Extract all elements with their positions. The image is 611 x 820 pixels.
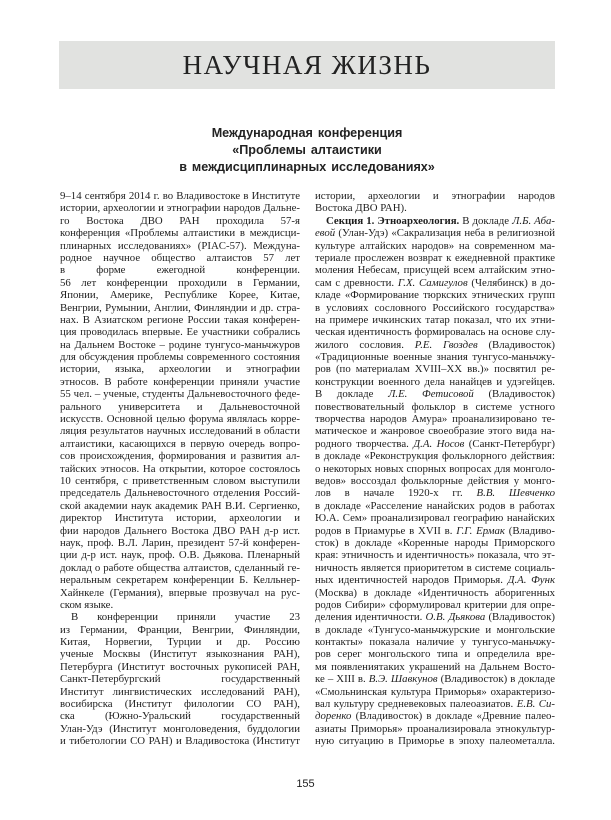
- text-run: ке – XIII в.: [315, 673, 369, 686]
- text-line: [315, 661, 555, 673]
- text-line: [60, 525, 300, 537]
- text-line: [60, 376, 300, 388]
- text-run: «Смольнинская культура Приморья» охарактеризо-: [315, 685, 555, 698]
- text-line: [315, 388, 555, 400]
- text-run: кладе «Формирование тюркских этнических групп: [315, 289, 555, 302]
- text-line: [315, 302, 555, 314]
- text-line: [60, 549, 300, 561]
- left-column: [60, 190, 300, 748]
- text-run: (Владивосток): [485, 611, 555, 624]
- text-line: [315, 401, 555, 413]
- text-run: края: этничность и идентичность» показала, что эт-: [315, 549, 555, 562]
- text-line: [315, 537, 555, 549]
- text-run: искусств. Основной целью форума являлась корре-: [60, 413, 300, 426]
- text-line: [315, 463, 555, 475]
- text-run: рального университета и Дальневосточной: [60, 400, 300, 413]
- text-run: ведов» воссоздал фольклорные действия у монго-: [315, 474, 555, 487]
- text-line: [60, 735, 300, 747]
- text-run: родов в Приамурье в XVII в.: [315, 524, 457, 537]
- text-run: сток) в докладе «Коренные народы Приморского: [315, 536, 555, 549]
- paragraph: [315, 215, 555, 748]
- text-line: [315, 289, 555, 301]
- text-run: нах. В Азиатском регионе России такая конферен-: [60, 313, 300, 326]
- text-line: [315, 475, 555, 487]
- text-line: [315, 686, 555, 698]
- paragraph: [315, 190, 555, 215]
- text-line: [60, 264, 300, 276]
- text-line: [315, 587, 555, 599]
- text-run: на Дальнем Востоке – родине тунгусо-маньчжуров: [60, 338, 300, 351]
- text-run: моления Небесам, присущей всем алтайским этно-: [315, 264, 555, 277]
- text-run: (Владиво-: [504, 524, 555, 537]
- text-run: ском языке.: [60, 598, 114, 611]
- text-line: [315, 710, 555, 722]
- text-run: плинарных исследованиях» (PIAC-57). Междуна-: [60, 239, 300, 252]
- text-line: [315, 562, 555, 574]
- text-run: для обсуждения проблемы современного состояния: [60, 351, 300, 364]
- author-name: Л.Е. Фетисовой: [388, 388, 474, 401]
- text-run: родов Сибири» сформулировал критерии для опре-: [315, 598, 555, 611]
- text-run: (Улан-Удэ) «Сакрализация неба в религиозной: [335, 227, 555, 240]
- author-name: О.В. Дьякова: [425, 611, 486, 624]
- text-line: [60, 587, 300, 599]
- text-run: родного творчества.: [315, 437, 414, 450]
- text-run: ученые Москвы (Институт языкознания РАН),: [60, 648, 300, 661]
- text-run: в докладе «Расселение нанайских родов в работах: [315, 499, 555, 512]
- text-run: ных идентичностей народов Приморья.: [315, 574, 508, 587]
- text-line: [60, 314, 300, 326]
- text-line: [315, 549, 555, 561]
- text-line: [315, 264, 555, 276]
- text-line: [60, 388, 300, 400]
- text-run: «Традиционные военные знания тунгусо-маньчжу-: [315, 351, 555, 364]
- author-name: Г.Х. Самигулов: [397, 276, 468, 289]
- text-run: председатель Дальневосточного отделения Россий-: [60, 487, 300, 500]
- text-run: ска (Южно-Уральский государственный: [60, 710, 300, 723]
- page-number: 155: [296, 778, 315, 790]
- article-title-line: Международная конференция: [211, 126, 403, 140]
- text-run: ческая идентичность формировалась на основе слу-: [315, 326, 555, 339]
- text-line: [60, 686, 300, 698]
- right-column: [315, 190, 555, 748]
- text-run: ров серег монгольского типа и определила вре-: [315, 648, 555, 661]
- text-run: В докладе: [315, 388, 389, 401]
- text-run: 55 чел. – ученые, студенты Дальневосточного феде-: [60, 388, 300, 401]
- text-run: жилого сословия.: [315, 338, 415, 351]
- text-run: в условиях сословного Российского государства»: [315, 301, 555, 314]
- text-line: [60, 202, 300, 214]
- text-line: [315, 227, 555, 239]
- text-run: (Владивосток) в докладе: [437, 673, 555, 686]
- text-run: 9–14 сентября 2014 г. во Владивостоке в Институте: [60, 190, 300, 202]
- text-run: родное научное общество алтаистов 57 лет: [60, 251, 300, 264]
- text-line: [315, 500, 555, 512]
- text-line: [60, 351, 300, 363]
- text-run: азиаты Приморья» проанализировала этнокультур-: [315, 722, 555, 735]
- text-line: [60, 240, 300, 252]
- author-name: В.Э. Шавкунов: [368, 673, 438, 686]
- text-line: [60, 450, 300, 462]
- text-line: [315, 190, 555, 202]
- text-run: из Германии, Франции, Венгрии, Финляндии,: [60, 623, 300, 636]
- text-line: [60, 500, 300, 512]
- text-run: (Владивосток): [488, 338, 555, 351]
- text-line: [60, 624, 300, 636]
- text-line: [315, 487, 555, 499]
- text-run: (Санкт-Петербург): [464, 437, 555, 450]
- section-header-band: [59, 41, 555, 89]
- text-line: [315, 599, 555, 611]
- text-line: [315, 314, 555, 326]
- text-line: [315, 363, 555, 375]
- text-run: Китая, Норвегии, Турции и др. Россию: [60, 636, 300, 649]
- text-run: неральным секретарем конференции Б. Келльнер-: [60, 574, 300, 587]
- text-run: сам с древности.: [315, 276, 398, 289]
- text-run: истории, языка, археологии и этнографии: [60, 363, 300, 376]
- text-run: этносов. В работе конференции приняли участие: [60, 375, 300, 388]
- text-run: Японии, Америке, Республике Корее, Китае,: [60, 289, 300, 302]
- text-line: [315, 450, 555, 462]
- text-run: в форме ежегодной конференции.: [60, 264, 300, 277]
- text-run: Востока ДВО РАН).: [315, 202, 407, 215]
- text-line: [315, 202, 555, 214]
- author-name: евой: [315, 227, 336, 240]
- text-run: ции д-р ист. наук, проф. О.В. Дьякова. Пленарный: [60, 549, 300, 562]
- text-run: на примере ичкинских татар показал, что их этни-: [315, 313, 555, 326]
- text-line: [315, 698, 555, 710]
- text-line: [60, 190, 300, 202]
- article-title-line: «Проблемы алтаистики: [232, 143, 382, 157]
- text-run: В конференции приняли участие 23: [71, 611, 300, 624]
- text-run: творчества народов Амура» проанализировано те-: [315, 413, 555, 426]
- author-name: Р.Е. Гвоздев: [414, 338, 478, 351]
- text-run: деления идентичности.: [315, 611, 426, 624]
- text-line: [315, 252, 555, 264]
- text-run: териале прослежен возврат к ежедневной практике: [315, 251, 555, 264]
- text-line: [315, 611, 555, 623]
- author-name: доренко: [315, 710, 352, 723]
- text-line: [315, 351, 555, 363]
- author-name: Д.А. Носов: [413, 437, 465, 450]
- text-line: [315, 525, 555, 537]
- text-run: 56 лет конференции проходили в Германии,: [60, 276, 300, 289]
- text-run: Петербурга (Институт восточных рукописей РАН,: [60, 660, 300, 673]
- text-line: [60, 413, 300, 425]
- text-line: [60, 537, 300, 549]
- text-line: [60, 611, 300, 623]
- text-line: [60, 487, 300, 499]
- text-line: [60, 562, 300, 574]
- text-line: [315, 438, 555, 450]
- text-run: ную ситуацию в Приморье в эпоху палеометалла.: [315, 735, 555, 748]
- text-run: фии народов Дальнего Востока ДВО РАН д-р ист.: [60, 524, 300, 537]
- text-line: [60, 698, 300, 710]
- text-line: [315, 624, 555, 636]
- text-line: [315, 240, 555, 252]
- text-line: [60, 475, 300, 487]
- text-run: истории, археологии и этнографии народов Дальне-: [60, 202, 300, 215]
- text-run: сов происхождения, формирования и развития ал-: [60, 450, 300, 463]
- text-run: (Москва) в докладе «Идентичность аборигенных: [315, 586, 555, 599]
- text-run: истории, археологии и этнографии народов: [315, 190, 555, 202]
- text-line: [60, 289, 300, 301]
- text-line: [315, 735, 555, 747]
- text-run: конференция «Проблемы алтаистики в междисци-: [60, 227, 300, 240]
- text-line: [60, 648, 300, 660]
- text-run: ция проводилась впервые. Ее участники собрались: [60, 326, 300, 339]
- text-run: вал культуру средневековых палеоазиатов.: [315, 698, 517, 711]
- text-run: Венгрии, Румынии, Англии, Финляндии и др. стра-: [60, 301, 300, 314]
- text-line: [315, 326, 555, 338]
- text-line: [60, 636, 300, 648]
- text-run: мя появлениятаких украшений на Дальнем Восто-: [315, 660, 555, 673]
- author-name: Е.В. Си-: [516, 698, 555, 711]
- text-run: восибирска (Институт филологии СО РАН),: [60, 698, 300, 711]
- text-run: культуре алтайских народов» на современном ма-: [315, 239, 555, 252]
- text-run: контакты» показала наличие у тунгусо-маньчжу-: [315, 636, 555, 649]
- paragraph: [60, 611, 300, 747]
- text-line: [60, 438, 300, 450]
- text-line: [60, 463, 300, 475]
- text-line: [315, 723, 555, 735]
- text-line: [60, 401, 300, 413]
- text-line: [60, 252, 300, 264]
- text-line: [315, 215, 555, 227]
- text-line: [315, 413, 555, 425]
- text-line: [60, 599, 300, 611]
- text-line: [60, 339, 300, 351]
- text-line: [315, 339, 555, 351]
- article-title-line: в междисциплинарных исследованиях»: [179, 160, 435, 174]
- text-run: в докладе «Реконструкция фольклорного действия:: [315, 450, 555, 463]
- text-run: (Владивосток) в докладе «Древние палео-: [351, 710, 555, 723]
- text-run: алтаистики, касающихся в первую очередь вопро-: [60, 437, 300, 450]
- text-line: [315, 648, 555, 660]
- text-run: Институт лингвистических исследований РАН),: [60, 685, 300, 698]
- section-heading: Секция 1. Этноархеология.: [326, 214, 460, 227]
- text-run: матическое и жанровое своеобразие этого вида на-: [315, 425, 555, 438]
- text-line: [60, 302, 300, 314]
- author-name: Д.А. Функ: [507, 574, 555, 587]
- text-line: [315, 574, 555, 586]
- text-run: лов в начале 1920-х гг.: [315, 487, 477, 500]
- text-run: ничность является приоритетом в системе социаль-: [315, 561, 555, 574]
- text-run: конструкции военного дела нанайцев и удэгейцев.: [315, 375, 555, 388]
- text-line: [60, 326, 300, 338]
- text-run: Улан-Удэ (Институт монголоведения, буддологии: [60, 722, 300, 735]
- text-line: [60, 673, 300, 685]
- text-run: и тибетологии СО РАН) и Владивостока (Институт: [60, 735, 300, 748]
- text-line: [60, 661, 300, 673]
- paragraph: [60, 190, 300, 611]
- text-line: [315, 376, 555, 388]
- text-line: [60, 574, 300, 586]
- text-run: директор Института истории, археологии и: [60, 512, 300, 525]
- text-run: в докладе «Тунгусо-маньчжурские и монгольские: [315, 623, 555, 636]
- text-run: тайских этносов. На открытии, которое состоялось: [60, 462, 300, 475]
- text-line: [60, 363, 300, 375]
- text-run: 10 сентября, с приветственным словом выступили: [60, 474, 300, 487]
- text-run: го Востока ДВО РАН проходила 57-я: [60, 214, 300, 227]
- text-run: Ю.А. Сем» проанализировал географию нанайских: [315, 512, 555, 525]
- text-line: [60, 710, 300, 722]
- text-run: (Владивосток): [488, 388, 555, 401]
- text-line: [60, 277, 300, 289]
- text-line: [315, 636, 555, 648]
- text-run: ляция результатов научных исследований в области: [60, 425, 300, 438]
- text-run: В докладе: [459, 214, 513, 227]
- text-line: [315, 512, 555, 524]
- text-line: [60, 512, 300, 524]
- text-run: наук, проф. В.Л. Ларин, президент 57-й конферен-: [60, 536, 300, 549]
- text-run: доклад о работе общества алтаистов, сделанный ге-: [60, 561, 300, 574]
- text-line: [60, 425, 300, 437]
- text-run: о некоторых новых спорных вопросах для монголо-: [315, 462, 555, 475]
- section-title: НАУЧНАЯ ЖИЗНЬ: [182, 49, 432, 80]
- author-name: В.В. Шевченко: [476, 487, 555, 500]
- text-line: [60, 227, 300, 239]
- text-line: [60, 723, 300, 735]
- author-name: Г.Г. Ермак: [456, 524, 505, 537]
- author-name: Л.Б. Аба-: [512, 214, 555, 227]
- text-line: [315, 425, 555, 437]
- text-line: [315, 277, 555, 289]
- text-line: [315, 673, 555, 685]
- text-run: Хайнкеле (Германия), впервые прозвучал на рус-: [60, 586, 300, 599]
- text-line: [60, 215, 300, 227]
- text-run: ской академии наук академик РАН В.И. Сергиенко,: [60, 499, 300, 512]
- text-run: ров (по материалам XVIII–XX вв.)» посвятил ре-: [315, 363, 555, 376]
- text-run: повествовательный фольклор в системе устного: [315, 400, 555, 413]
- text-run: Санкт-Петербургский государственный: [60, 673, 300, 686]
- text-run: (Челябинск) в до-: [467, 276, 555, 289]
- article-title: [59, 125, 555, 176]
